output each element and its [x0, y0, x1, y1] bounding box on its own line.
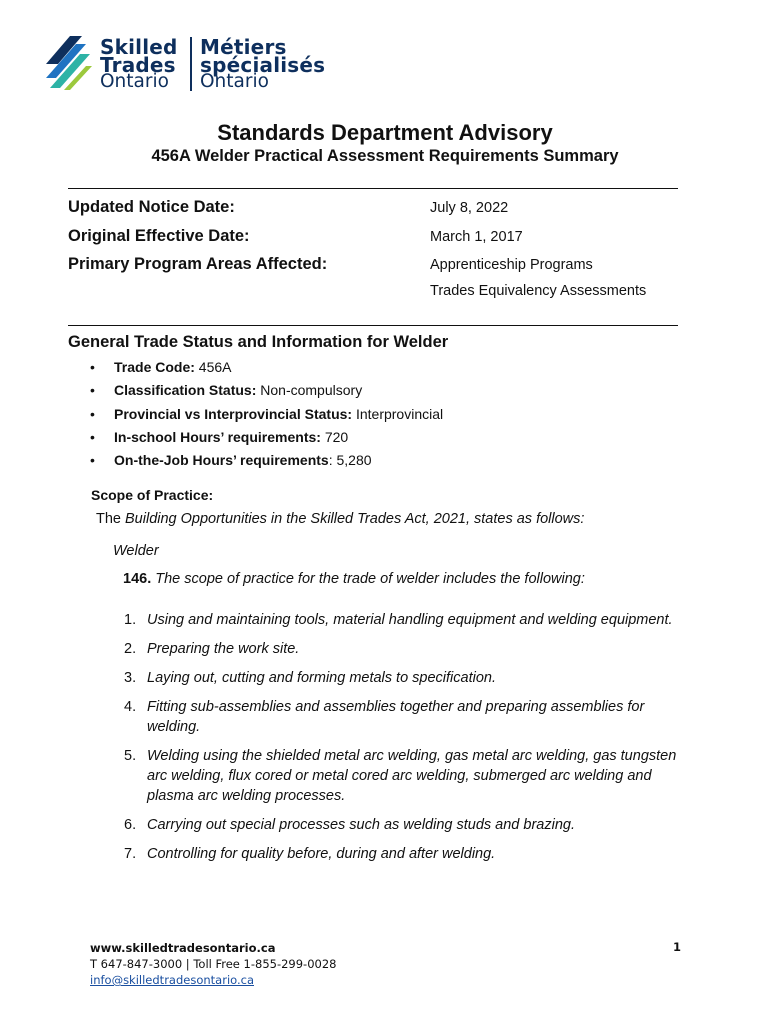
list-item: • On-the-Job Hours’ requirements: 5,280: [90, 452, 372, 469]
section-146: 146. The scope of practice for the trade of welder includes the following:: [123, 571, 585, 587]
section-heading: General Trade Status and Information for Welder: [68, 333, 449, 351]
list-item: 3. Laying out, cutting and forming metals to specification.: [124, 670, 496, 686]
effective-date-value: March 1, 2017: [430, 229, 523, 245]
program-area-value-2: Trades Equivalency Assessments: [430, 283, 647, 299]
list-item: 6. Carrying out special processes such as welding studs and brazing.: [124, 817, 575, 833]
logo-en-line1: Skilled: [100, 35, 178, 59]
divider-middle: [68, 325, 678, 326]
list-item: 2. Preparing the work site.: [124, 641, 300, 657]
divider-top: [68, 188, 678, 189]
logo-en-line2: Trades: [100, 53, 176, 77]
trade-name: Welder: [113, 543, 159, 559]
footer-website[interactable]: www.skilledtradesontario.ca: [90, 941, 276, 955]
scope-items-list: [124, 610, 679, 873]
footer-phone: T 647-847-3000 | Toll Free 1-855-299-0028: [90, 957, 337, 971]
program-areas-label: Primary Program Areas Affected:: [68, 255, 328, 273]
trade-info-list: [90, 358, 443, 474]
updated-date-label: Updated Notice Date:: [68, 198, 235, 216]
page-number: 1: [673, 940, 682, 954]
logo-en-line3: Ontario: [100, 71, 169, 92]
footer: [90, 940, 336, 988]
scope-intro: The Building Opportunities in the Skilled Trades Act, 2021, states as follows:: [96, 511, 585, 527]
list-item: 5. Welding using the shielded metal arc welding, gas metal arc welding, gas tungsten arc welding, flux cored or metal cored arc welding, submerged arc welding and plasma arc welding processes.: [124, 748, 677, 804]
list-item: 4. Fitting sub-assemblies and assemblies together and preparing assemblies for welding.: [124, 699, 645, 735]
list-item: • Provincial vs Interprovincial Status: Interprovincial: [90, 405, 444, 422]
page-title: Standards Department Advisory: [217, 120, 553, 145]
list-item: • In-school Hours’ requirements: 720: [90, 428, 349, 445]
logo-fr-line1: Métiers: [200, 35, 287, 59]
effective-date-label: Original Effective Date:: [68, 227, 250, 245]
list-item: • Trade Code: 456A: [90, 359, 232, 375]
logo-fr-line3: Ontario: [200, 71, 269, 92]
footer-email-link[interactable]: info@skilledtradesontario.ca: [90, 973, 254, 987]
page-subtitle: 456A Welder Practical Assessment Requirements Summary: [151, 147, 619, 165]
list-item: 7. Controlling for quality before, during and after welding.: [124, 846, 496, 862]
list-item: • Classification Status: Non-compulsory: [90, 382, 363, 399]
program-area-value: Apprenticeship Programs: [430, 257, 593, 273]
logo-mark-icon: [46, 34, 92, 92]
logo-divider: [190, 37, 192, 91]
updated-date-value: July 8, 2022: [430, 200, 509, 216]
logo-fr-line2: spécialisés: [200, 53, 326, 77]
scope-heading: Scope of Practice:: [91, 487, 214, 503]
list-item: 1. Using and maintaining tools, material handling equipment and welding equipment.: [124, 612, 673, 628]
